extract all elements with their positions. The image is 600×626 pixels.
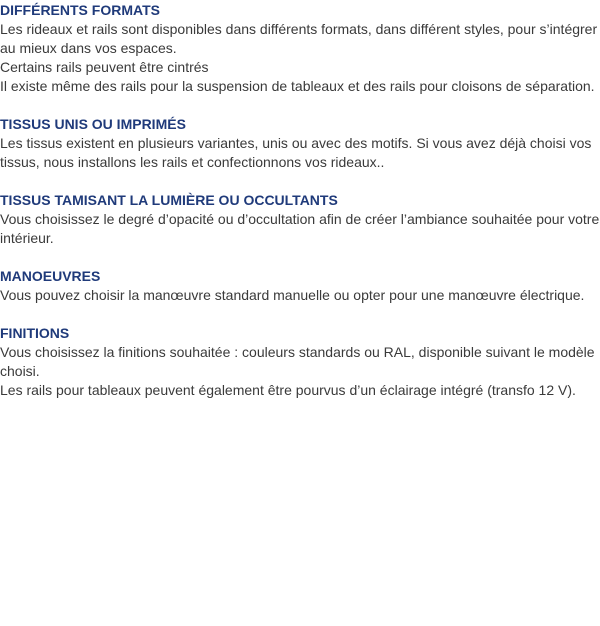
- section-paragraph: Les tissus existent en plusieurs variantes, unis ou avec des motifs. Si vous avez déjà choisi vos tissus, nous installons les rails et confectionnons vos rideaux..: [0, 135, 592, 170]
- section-tissus-tamisant: [0, 191, 600, 248]
- section-title: TISSUS UNIS OU IMPRIMÉS: [0, 116, 186, 132]
- section-paragraph: Vous pouvez choisir la manœuvre standard manuelle ou opter pour une manœuvre électrique.: [0, 287, 585, 303]
- section-title: MANOEUVRES: [0, 268, 101, 284]
- section-paragraph: Les rails pour tableaux peuvent également être pourvus d’un éclairage intégré (transfo 12 V).: [0, 382, 576, 398]
- section-paragraph: Il existe même des rails pour la suspension de tableaux et des rails pour cloisons de séparation.: [0, 78, 595, 94]
- section-paragraph: Certains rails peuvent être cintrés: [0, 59, 209, 75]
- section-paragraph: Les rideaux et rails sont disponibles dans différents formats, dans différent styles, pour s’intégrer au mieux dans vos espaces.: [0, 21, 598, 56]
- section-finitions: [0, 324, 600, 400]
- section-tissus-unis: [0, 115, 600, 172]
- section-title: DIFFÉRENTS FORMATS: [0, 2, 160, 18]
- section-paragraph: Vous choisissez la finitions souhaitée : couleurs standards ou RAL, disponible suivant le modèle choisi.: [0, 344, 595, 379]
- section-formats: [0, 1, 600, 96]
- section-title: FINITIONS: [0, 325, 70, 341]
- section-manoeuvres: [0, 267, 600, 305]
- section-title: TISSUS TAMISANT LA LUMIÈRE OU OCCULTANTS: [0, 192, 338, 208]
- section-paragraph: Vous choisissez le degré d’opacité ou d’occultation afin de créer l’ambiance souhaitée pour votre intérieur.: [0, 211, 600, 246]
